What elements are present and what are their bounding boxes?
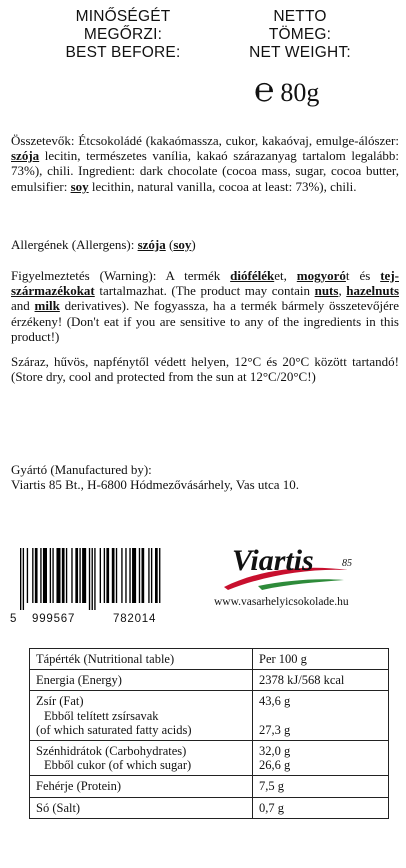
allergen-highlight: soy (173, 237, 192, 252)
estimated-sign-icon: ℮ (254, 70, 275, 110)
warning-part: Figyelmeztetés (Warning): A termék (11, 268, 231, 283)
barcode-bar (106, 548, 109, 603)
carbs-value: 32,0 g (259, 744, 291, 759)
barcode-first-digit: 5 (10, 613, 18, 625)
table-row (30, 670, 389, 691)
manufacturer-address: Viartis 85 Bt., H-6800 Hódmezővásárhely, Vas utca 10. (11, 477, 300, 493)
barcode-bar (66, 548, 67, 603)
protein-value: 7,5 g (253, 776, 389, 797)
table-row (30, 741, 389, 776)
barcode-bar (94, 548, 95, 610)
barcode-bar (27, 548, 28, 603)
barcode-bar (82, 548, 86, 603)
barcode-bar (139, 548, 140, 603)
barcode-bar (89, 548, 90, 610)
website-link[interactable]: www.vasarhelyicsokolade.hu (214, 596, 349, 608)
fat-values (253, 691, 389, 741)
barcode-bar (112, 548, 115, 603)
best-before-line-2: MEGŐRZI: (83, 26, 163, 43)
best-before-line-3: BEST BEFORE: (65, 44, 181, 61)
fat-cell (30, 691, 253, 741)
table-row (30, 691, 389, 741)
barcode-bar (32, 548, 33, 603)
allergen-highlight: mogyoró (296, 268, 346, 283)
barcode-bar (121, 548, 122, 603)
allergen-highlight: milk (34, 298, 60, 314)
allergen-highlight: hazelnuts (346, 283, 400, 299)
allergens-part: Allergének (Allergens): (11, 237, 138, 252)
allergens-text (11, 237, 399, 252)
warning-part: and (11, 298, 35, 314)
manufacturer-label: Gyártó (Manufactured by): (11, 462, 152, 477)
fat-label: Zsír (Fat) (36, 694, 84, 709)
warning-part: t és (345, 268, 381, 283)
best-before-line-1: MINŐSÉGÉT (75, 8, 171, 25)
warning-part: et, (274, 268, 297, 283)
barcode-bar (116, 548, 117, 603)
viartis-logo (218, 540, 368, 592)
logo-leaf (258, 579, 344, 590)
allergens-part: ( (165, 237, 174, 252)
barcode-bar (142, 548, 145, 603)
warning-part: tartalmazhat. (The product may contain (94, 283, 315, 299)
barcode-bar (104, 548, 105, 603)
barcode-bar (52, 548, 53, 603)
nutrition-header-unit: Per 100 g (253, 649, 389, 670)
sugar-value: 26,6 g (259, 758, 291, 773)
barcode-bar (155, 548, 158, 603)
barcode-bar (43, 548, 47, 603)
barcode-bar (40, 548, 41, 603)
barcode-bar (56, 548, 60, 603)
salt-label: Só (Salt) (30, 797, 253, 818)
energy-value: 2378 kJ/568 kcal (253, 670, 389, 691)
ingredients-part: Összetevők: Étcsokoládé (kakaómassza, cukor, kakaóvaj, emulge-álószer: (11, 133, 399, 148)
barcode-bar (148, 548, 149, 603)
weight-amount: 80g (280, 78, 320, 107)
barcode-bar (125, 548, 126, 603)
barcode (10, 548, 195, 610)
allergen-highlight: szója (11, 148, 40, 164)
storage-text: Száraz, hűvös, napfénytől védett helyen, 12°C és 20°C között tartandó! (Store dry, cool and protected from the sun at 12°C/20°C!) (11, 354, 399, 385)
saturated-value: 27,3 g (259, 722, 291, 737)
warning-part: , (338, 283, 347, 299)
nutrition-header-label: Tápérték (Nutritional table) (30, 649, 253, 670)
saturated-label-en: (of which saturated fatty acids) (36, 722, 192, 737)
barcode-bar (20, 548, 21, 610)
logo-brand-text: Viartis (232, 544, 314, 577)
barcode-bar (71, 548, 72, 603)
warning-part: derivatives). Ne fogyassza, ha a termék bármely összetevőjére érzékeny! (Don't eat if you are sensitive to any of the ingredients in this product!) (11, 298, 399, 344)
table-row (30, 797, 389, 818)
net-weight-label (230, 8, 370, 62)
net-weight-value (254, 70, 320, 110)
energy-label: Energia (Energy) (30, 670, 253, 691)
nutrition-table (29, 648, 389, 819)
barcode-left-digits: 999567 (32, 613, 76, 625)
ingredients-text (11, 133, 399, 194)
sugar-label: Ebből cukor (of which sugar) (44, 758, 192, 773)
fat-value: 43,6 g (259, 694, 291, 709)
allergen-highlight: nuts (314, 283, 339, 299)
warning-text (11, 268, 399, 344)
ingredients-part: lecithin, natural vanilla, cocoa at least: 73%), chili. (88, 178, 357, 194)
allergen-highlight: soy (70, 178, 89, 194)
carbs-values (253, 741, 389, 776)
allergens-part: ) (191, 237, 196, 252)
barcode-bar (35, 548, 38, 603)
barcode-bar (23, 548, 24, 610)
ingredients-part: lecitin, természetes vanília, kakaó szárazanyag tartalom legalább: 73%), chili. Ingredient: dark chocolate (cocoa mass, sugar, cocoa butter, emulsifier: (11, 148, 399, 194)
carbs-cell (30, 741, 253, 776)
saturated-label-hu: Ebből telített zsírsavak (44, 708, 159, 723)
manufacturer-info (11, 462, 399, 492)
barcode-bar (129, 548, 130, 603)
barcode-bar (50, 548, 51, 603)
barcode-bar (79, 548, 80, 603)
barcode-bar (62, 548, 65, 603)
allergen-highlight: szója (137, 237, 166, 252)
allergen-highlight: diófélék (230, 268, 275, 283)
table-row (30, 776, 389, 797)
net-weight-line-2: TÖMEG: (268, 26, 332, 43)
carbs-label: Szénhidrátok (Carbohydrates) (36, 744, 187, 759)
salt-value: 0,7 g (253, 797, 389, 818)
barcode-bar (75, 548, 78, 603)
barcode-bar (159, 548, 160, 603)
net-weight-line-3: NET WEIGHT: (249, 44, 351, 61)
barcode-bar (100, 548, 101, 603)
barcode-bar (151, 548, 152, 603)
allergen-highlight: tej-származékokat (11, 268, 399, 299)
barcode-right-digits: 782014 (113, 613, 157, 625)
protein-label: Fehérje (Protein) (30, 776, 253, 797)
barcode-bar (132, 548, 136, 603)
nutrition-header-row (30, 649, 389, 670)
best-before-label (48, 8, 198, 62)
barcode-bar (92, 548, 93, 610)
net-weight-line-1: NETTO (273, 8, 327, 25)
logo-suffix-text: 85 (342, 558, 352, 569)
fat-spacer (259, 709, 382, 723)
